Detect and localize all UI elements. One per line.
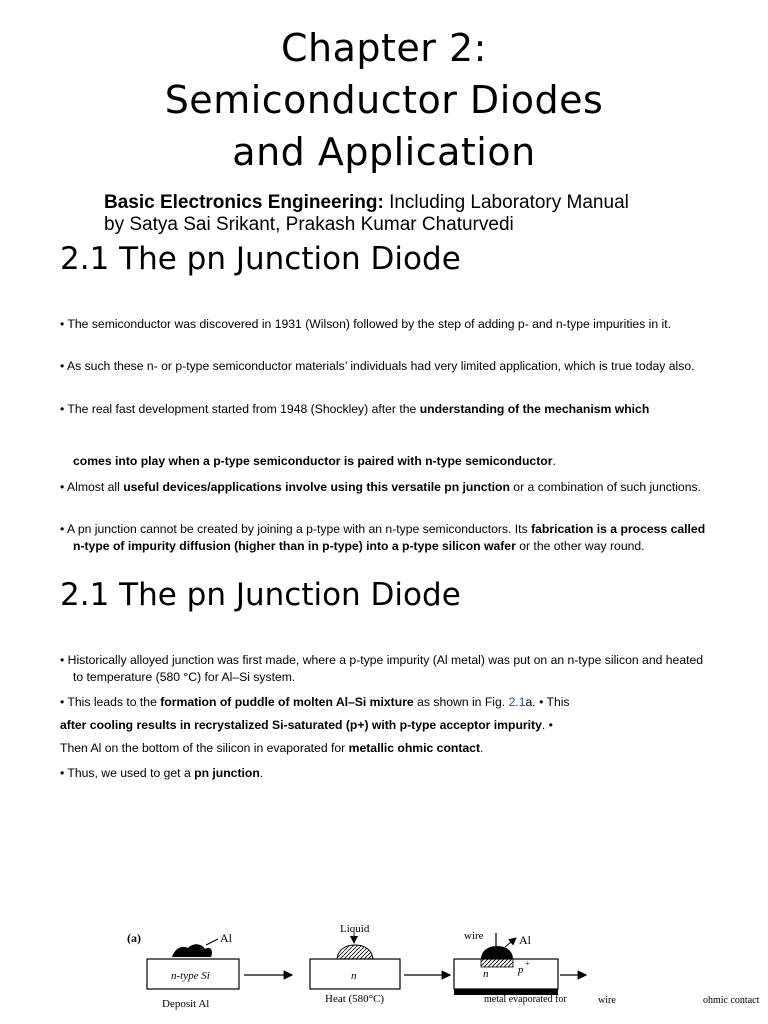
deposit-label: Deposit Al xyxy=(162,998,210,1010)
bullet-bold-text: understanding of the mechanism which xyxy=(419,402,650,416)
bullet-text: • A pn junction cannot be created by joining a p-type with an n-type semiconductors. Its xyxy=(60,522,532,536)
bullet-4 xyxy=(60,479,710,496)
bullet-bold-text: metallic ohmic contact xyxy=(348,741,481,755)
bullet-3 xyxy=(60,401,710,418)
bullet-text: . • xyxy=(541,718,553,732)
bullet-text: Then Al on the bottom of the silicon in evaporated for xyxy=(60,741,349,755)
metal-label: metal evaporated for xyxy=(484,994,567,1005)
bullet-text: • The semiconductor was discovered in 1931 (Wilson) followed by the step of adding p- and n-type impurities in it. xyxy=(60,317,672,331)
bullet-bold-text: after cooling results in recrystalized Si-saturated (p+) with p-type acceptor impurity xyxy=(60,718,542,732)
p-label: p xyxy=(518,964,524,976)
title-line-2: Semiconductor Diodes xyxy=(164,78,604,122)
bullet-1 xyxy=(60,316,710,333)
wire-label-2: wire xyxy=(598,995,616,1006)
alloy-junction-figure xyxy=(0,915,768,1024)
n-type-label: n-type Si xyxy=(171,970,210,982)
bullet-text: . xyxy=(552,454,556,468)
al-label: Al xyxy=(220,931,232,945)
bullet-text: . xyxy=(259,766,264,780)
wire-label: wire xyxy=(464,930,484,942)
bullet-text: • Almost all xyxy=(60,480,124,494)
bullet-text: a. • This xyxy=(525,695,570,709)
bullet-5 xyxy=(60,521,710,555)
figure-link[interactable]: 2.1 xyxy=(508,695,526,709)
book-authors: by Satya Sai Srikant, Prakash Kumar Chaturvedi xyxy=(104,214,514,235)
bullet-text: • Historically alloyed junction was first made, where a p-type impurity (Al metal) was put on an n-type silicon and heated to temperature (580 °C) for Al–Si system. xyxy=(60,653,704,684)
al-label-2: Al xyxy=(519,933,531,947)
liquid-label: Liquid xyxy=(340,923,370,935)
bullet-text: • The real fast development started from 1948 (Shockley) after the xyxy=(60,402,420,416)
bullet-2 xyxy=(60,358,710,375)
p-plus-region xyxy=(481,959,513,967)
molten-puddle xyxy=(337,945,373,959)
bullet-bold-text: formation of puddle of molten Al–Si mixture xyxy=(160,695,414,709)
book-name: Basic Electronics Engineering: xyxy=(104,192,384,213)
book-subtitle: Including Laboratory Manual xyxy=(383,192,629,213)
bullet-text: • This leads to the xyxy=(60,695,161,709)
heat-label: Heat (580°C) xyxy=(325,993,385,1005)
n-label: n xyxy=(351,970,357,982)
bullet-7 xyxy=(60,694,710,711)
section-heading-1: 2.1 The pn Junction Diode xyxy=(60,241,461,277)
al-cap xyxy=(481,946,513,959)
bullet-6 xyxy=(60,652,710,686)
ohmic-label: ohmic contact xyxy=(703,995,760,1006)
bullet-7-line-2 xyxy=(60,717,710,734)
al-pointer-2 xyxy=(505,938,516,947)
al-pellet xyxy=(172,944,212,957)
bullet-7-line-3 xyxy=(60,740,710,757)
p-sup-label: + xyxy=(525,959,530,968)
bullet-bold-text: fabrication is a process called n-type of impurity diffusion (higher than in p-type) into a p-type silicon wafer xyxy=(73,522,706,553)
bullet-text: as shown in Fig. xyxy=(413,695,509,709)
bullet-bold-text: comes into play when a p-type semiconductor is paired with n-type semiconductor xyxy=(73,454,553,468)
title-line-3: and Application xyxy=(232,130,536,174)
bullet-8 xyxy=(60,765,710,782)
chapter-title xyxy=(0,22,768,178)
bullet-bold-text: pn junction xyxy=(194,766,260,780)
title-line-1: Chapter 2: xyxy=(281,26,487,70)
bullet-3-continued xyxy=(73,453,723,470)
panel-label: (a) xyxy=(127,931,141,945)
bullet-text: • Thus, we used to get a xyxy=(60,766,195,780)
al-pointer xyxy=(206,939,218,945)
bullet-text: or a combination of such junctions. xyxy=(509,480,701,494)
bullet-text: . xyxy=(480,741,484,755)
bullet-text: or the other way round. xyxy=(515,539,645,553)
bullet-text: • As such these n- or p-type semiconductor materials’ individuals had very limited application, which is true today also. xyxy=(60,359,695,373)
bullet-bold-text: useful devices/applications involve using this versatile pn junction xyxy=(123,480,510,494)
section-heading-2: 2.1 The pn Junction Diode xyxy=(60,577,461,613)
book-reference xyxy=(104,192,629,236)
n-label-2: n xyxy=(483,968,489,980)
